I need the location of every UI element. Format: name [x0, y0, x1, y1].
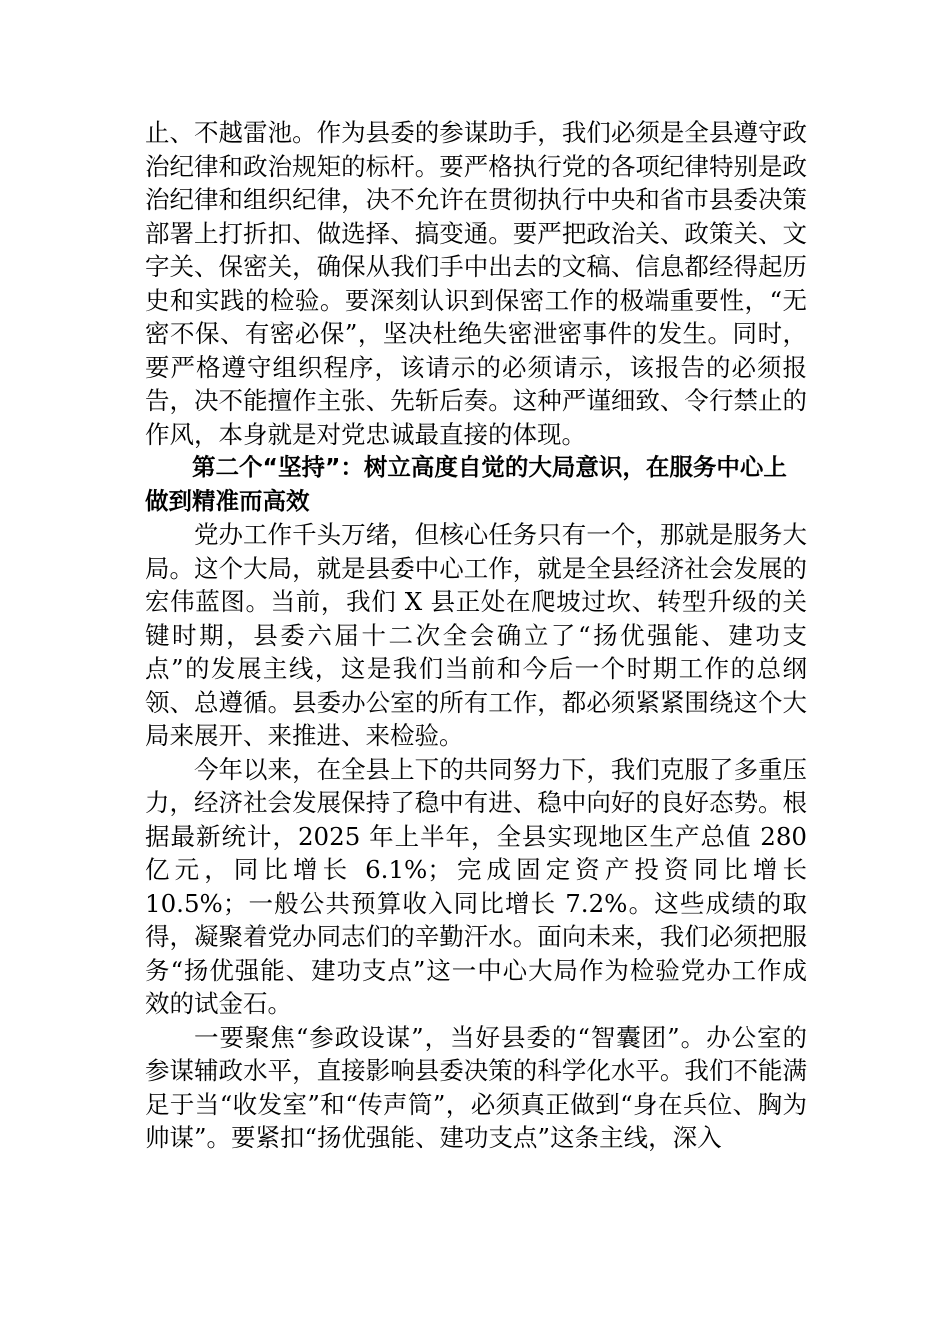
section-heading: 第二个“坚持”：树立高度自觉的大局意识，在服务中心上做到精准而高效 — [145, 453, 787, 515]
body-paragraph-1: 止、不越雷池。作为县委的参谋助手，我们必须是全县遵守政治纪律和政治规矩的标杆。要严格执行党的各项纪律特别是政治纪律和组织纪律，决不允许在贯彻执行中央和省市县委决策部署上打折扣、做选择、搞变通。要严把政治关、政策关、文字关、保密关，确保从我们手中出去的文稿、信息都经得起历史和实践的检验。要深刻认识到保密工作的极端重要性，“无密不保、有密必保”，坚决杜绝失密泄密事件的发生。同时，要严格遵守组织程序，该请示的必须请示，该报告的必须报告，决不能擅作主张、先斩后奏。这种严谨细致、令行禁止的作风，本身就是对党忠诚最直接的体现。 — [145, 118, 807, 449]
document-page — [145, 116, 807, 1155]
body-paragraph-2: 党办工作千头万绪，但核心任务只有一个，那就是服务大局。这个大局，就是县委中心工作，就是全县经济社会发展的宏伟蓝图。当前，我们 X 县正处在爬坡过坎、转型升级的关键时期，县委六届十二次全会确立了“扬优强能、建功支点”的发展主线，这是我们当前和今后一个时期工作的总纲领、总遵循。县委办公室的所有工作，都必须紧紧围绕这个大局来展开、来推进、来检验。 — [145, 520, 807, 750]
body-paragraph-3: 今年以来，在全县上下的共同努力下，我们克服了多重压力，经济社会发展保持了稳中有进、稳中向好的良好态势。根据最新统计，2025 年上半年，全县实现地区生产总值 280 亿元，同比增长 6.1%；完成固定资产投资同比增长 10.5%；一般公共预算收入同比增长 7.2%。这些成绩的取得，凝聚着党办同志们的辛勤汗水。面向未来，我们必须把服务“扬优强能、建功支点”这一中心大局作为检验党办工作成效的试金石。 — [145, 754, 807, 1018]
body-paragraph-4: 一要聚焦“参政设谋”，当好县委的“智囊团”。办公室的参谋辅政水平，直接影响县委决策的科学化水平。我们不能满足于当“收发室”和“传声筒”，必须真正做到“身在兵位、胸为帅谋”。要紧扣“扬优强能、建功支点”这条主线，深入 — [145, 1022, 807, 1152]
